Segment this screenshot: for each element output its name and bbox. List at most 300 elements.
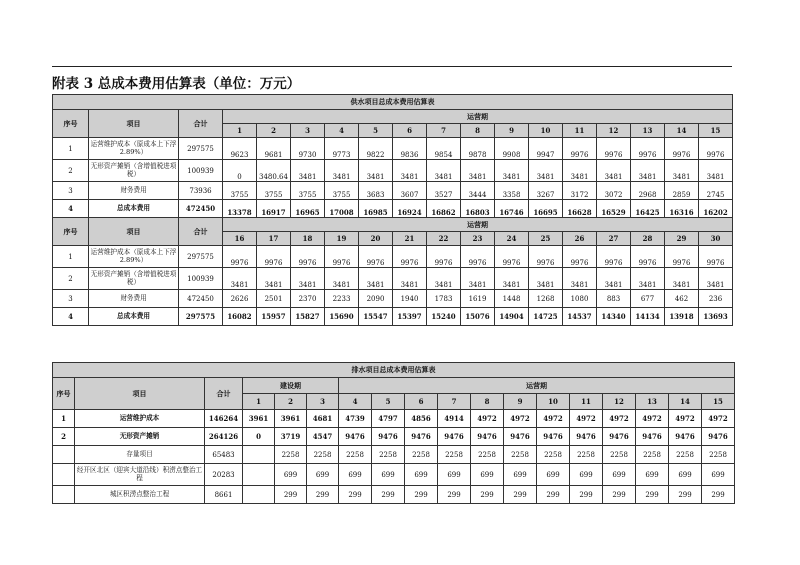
value-cell: 3481 [529,160,563,182]
value-cell: 2258 [504,446,537,464]
value-cell: 9976 [529,246,563,268]
value-cell: 4972 [702,410,735,428]
year-header-cell: 21 [393,232,427,246]
value-cell: 16695 [529,200,563,218]
year-header-cell: 25 [529,232,563,246]
value-cell: 3481 [665,160,699,182]
value-cell: 3481 [393,160,427,182]
row-seq: 2 [53,160,89,182]
value-cell: 15076 [461,308,495,326]
value-cell: 699 [537,464,570,486]
value-cell: 16202 [699,200,733,218]
table-row [53,308,733,326]
value-cell: 3172 [563,182,597,200]
value-cell: 16529 [597,200,631,218]
year-header-cell: 4 [325,124,359,138]
row-seq: 4 [53,200,89,218]
year-header-cell: 9 [504,394,537,410]
value-cell: 3961 [243,410,275,428]
row-label: 运营维护成本 [75,410,205,428]
row-seq [53,446,75,464]
header-operation-period: 运营期 [223,110,733,124]
value-cell: 9476 [372,428,405,446]
value-cell: 9976 [699,138,733,160]
value-cell: 3481 [359,160,393,182]
year-header-cell: 23 [461,232,495,246]
value-cell: 4797 [372,410,405,428]
year-header-cell: 16 [223,232,257,246]
value-cell: 2258 [603,446,636,464]
row-label: 城区积涝点整治工程 [75,486,205,504]
value-cell: 3481 [461,160,495,182]
table-row [53,290,733,308]
value-cell: 2233 [325,290,359,308]
value-cell: 3481 [359,268,393,290]
value-cell [243,446,275,464]
year-header-cell: 10 [537,394,570,410]
header-total: 合计 [179,110,223,138]
value-cell: 15397 [393,308,427,326]
row-label: 财务费用 [89,182,179,200]
value-cell: 16746 [495,200,529,218]
year-header-cell: 15 [702,394,735,410]
value-cell: 299 [372,486,405,504]
document-title: 附表 3 总成本费用估算表（单位：万元） [52,76,301,92]
year-header-cell: 13 [636,394,669,410]
value-cell: 699 [438,464,471,486]
year-header-cell: 1 [243,394,275,410]
year-header-cell: 12 [597,124,631,138]
row-seq: 1 [53,246,89,268]
year-header-cell: 30 [699,232,733,246]
value-cell: 462 [665,290,699,308]
value-cell: 9476 [570,428,603,446]
row-total: 65483 [205,446,243,464]
value-cell: 2968 [631,182,665,200]
value-cell: 3481 [427,160,461,182]
value-cell: 4681 [307,410,339,428]
value-cell: 699 [636,464,669,486]
header-total: 合计 [179,218,223,246]
value-cell: 3481 [699,268,733,290]
value-cell: 9976 [223,246,257,268]
row-label: 无形资产摊销（含增值税进项税） [89,268,179,290]
table-caption: 排水项目总成本费用估算表 [53,363,735,378]
value-cell: 4914 [438,410,471,428]
value-cell: 9822 [359,138,393,160]
value-cell: 2258 [339,446,372,464]
header-rule [52,66,732,67]
row-label: 经开区北区（迎宾大道沿线）积涝点整治工程 [75,464,205,486]
row-total: 297575 [179,246,223,268]
value-cell: 3481 [529,268,563,290]
value-cell: 2258 [275,446,307,464]
drainage-cost-table [52,362,735,504]
year-header-cell: 14 [665,124,699,138]
table-row [53,410,735,428]
value-cell: 3755 [257,182,291,200]
value-cell: 3481 [325,160,359,182]
value-cell: 299 [669,486,702,504]
value-cell: 3481 [597,160,631,182]
value-cell: 3480.64 [257,160,291,182]
value-cell: 16425 [631,200,665,218]
row-label: 无形资产摊销（含增值税进项税） [89,160,179,182]
year-header-cell: 8 [471,394,504,410]
row-total: 472450 [179,290,223,308]
value-cell: 3527 [427,182,461,200]
value-cell: 13378 [223,200,257,218]
value-cell: 4856 [405,410,438,428]
value-cell: 699 [339,464,372,486]
value-cell: 16985 [359,200,393,218]
value-cell: 3481 [393,268,427,290]
year-header-cell: 6 [393,124,427,138]
value-cell: 15827 [291,308,325,326]
value-cell: 9976 [665,138,699,160]
value-cell: 14904 [495,308,529,326]
year-header-cell: 6 [405,394,438,410]
year-header-cell: 9 [495,124,529,138]
value-cell: 699 [702,464,735,486]
value-cell: 3481 [325,268,359,290]
header-construction-period: 建设期 [243,378,339,394]
value-cell: 3481 [291,160,325,182]
row-label: 总成本费用 [89,200,179,218]
row-seq [53,486,75,504]
value-cell: 9976 [631,246,665,268]
value-cell: 9476 [702,428,735,446]
value-cell: 2745 [699,182,733,200]
value-cell: 9730 [291,138,325,160]
year-header-cell: 11 [570,394,603,410]
table-row [53,182,733,200]
value-cell: 699 [603,464,636,486]
value-cell: 699 [669,464,702,486]
value-cell: 2501 [257,290,291,308]
header-operation-period: 运营期 [223,218,733,232]
value-cell: 16862 [427,200,461,218]
value-cell: 2258 [702,446,735,464]
water-supply-cost-table [52,94,733,326]
value-cell: 1940 [393,290,427,308]
value-cell: 3961 [275,410,307,428]
table-row [53,268,733,290]
year-header-cell: 12 [603,394,636,410]
value-cell: 9476 [438,428,471,446]
year-header-cell: 18 [291,232,325,246]
value-cell: 1619 [461,290,495,308]
value-cell: 2258 [537,446,570,464]
value-cell: 15547 [359,308,393,326]
value-cell: 9908 [495,138,529,160]
value-cell: 3358 [495,182,529,200]
row-total: 146264 [205,410,243,428]
value-cell: 16082 [223,308,257,326]
value-cell: 299 [570,486,603,504]
header-seq: 序号 [53,110,89,138]
year-header-cell: 4 [339,394,372,410]
value-cell: 14340 [597,308,631,326]
value-cell: 3755 [223,182,257,200]
row-seq: 3 [53,290,89,308]
value-cell: 3481 [223,268,257,290]
value-cell: 9976 [631,138,665,160]
table-row [53,486,735,504]
value-cell: 16316 [665,200,699,218]
value-cell: 699 [372,464,405,486]
year-header-cell: 13 [631,124,665,138]
value-cell: 299 [307,486,339,504]
row-label: 运营维护成本（原成本上下浮 2.89%） [89,246,179,268]
value-cell: 9854 [427,138,461,160]
value-cell: 4547 [307,428,339,446]
value-cell: 9976 [665,246,699,268]
value-cell: 3755 [291,182,325,200]
row-seq: 4 [53,308,89,326]
row-label: 总成本费用 [89,308,179,326]
value-cell: 3719 [275,428,307,446]
value-cell: 9476 [405,428,438,446]
year-header-cell: 2 [275,394,307,410]
value-cell: 9476 [636,428,669,446]
row-total: 100939 [179,160,223,182]
table-row [53,138,733,160]
value-cell: 2258 [471,446,504,464]
year-header-cell: 1 [223,124,257,138]
value-cell: 9976 [393,246,427,268]
row-seq: 2 [53,428,75,446]
table-row [53,200,733,218]
year-header-cell: 22 [427,232,461,246]
value-cell: 9976 [563,246,597,268]
value-cell: 4972 [471,410,504,428]
value-cell: 4972 [537,410,570,428]
year-header-cell: 17 [257,232,291,246]
value-cell: 2258 [372,446,405,464]
value-cell: 16965 [291,200,325,218]
value-cell: 2090 [359,290,393,308]
value-cell: 3072 [597,182,631,200]
value-cell: 9976 [359,246,393,268]
value-cell: 3755 [325,182,359,200]
value-cell: 883 [597,290,631,308]
header-item: 项目 [89,218,179,246]
year-header-cell: 8 [461,124,495,138]
value-cell: 3481 [495,160,529,182]
row-total: 264126 [205,428,243,446]
row-label: 无形资产摊销 [75,428,205,446]
table-row [53,446,735,464]
value-cell: 9976 [461,246,495,268]
value-cell: 1080 [563,290,597,308]
value-cell: 14134 [631,308,665,326]
value-cell: 9976 [325,246,359,268]
value-cell: 299 [339,486,372,504]
year-header-cell: 14 [669,394,702,410]
value-cell: 2258 [636,446,669,464]
row-total: 297575 [179,308,223,326]
row-label: 存量项目 [75,446,205,464]
value-cell: 9976 [291,246,325,268]
year-header-cell: 3 [291,124,325,138]
value-cell: 299 [405,486,438,504]
value-cell: 16803 [461,200,495,218]
value-cell: 15240 [427,308,461,326]
header-item: 项目 [75,378,205,410]
year-header-cell: 5 [359,124,393,138]
value-cell: 9681 [257,138,291,160]
value-cell: 9623 [223,138,257,160]
value-cell: 9476 [537,428,570,446]
value-cell: 3481 [699,160,733,182]
year-header-cell: 24 [495,232,529,246]
value-cell: 13693 [699,308,733,326]
row-seq: 1 [53,138,89,160]
year-header-cell: 28 [631,232,665,246]
value-cell: 3481 [665,268,699,290]
value-cell: 9976 [495,246,529,268]
value-cell: 9836 [393,138,427,160]
value-cell: 4972 [603,410,636,428]
value-cell: 699 [570,464,603,486]
row-total: 472450 [179,200,223,218]
value-cell: 14725 [529,308,563,326]
value-cell: 3444 [461,182,495,200]
value-cell: 236 [699,290,733,308]
value-cell: 16924 [393,200,427,218]
value-cell: 9476 [471,428,504,446]
value-cell: 299 [471,486,504,504]
value-cell: 299 [636,486,669,504]
table-row [53,464,735,486]
year-header-cell: 15 [699,124,733,138]
value-cell [243,464,275,486]
value-cell: 2258 [405,446,438,464]
value-cell: 9976 [427,246,461,268]
value-cell: 2370 [291,290,325,308]
value-cell: 17008 [325,200,359,218]
row-total: 100939 [179,268,223,290]
value-cell: 9947 [529,138,563,160]
value-cell: 16628 [563,200,597,218]
table-row [53,428,735,446]
year-header-cell: 26 [563,232,597,246]
year-header-cell: 27 [597,232,631,246]
value-cell: 0 [223,160,257,182]
value-cell: 9976 [597,138,631,160]
year-header-cell: 5 [372,394,405,410]
value-cell: 2258 [438,446,471,464]
value-cell: 3267 [529,182,563,200]
row-label: 财务费用 [89,290,179,308]
value-cell: 299 [702,486,735,504]
year-header-cell: 7 [427,124,461,138]
value-cell: 9476 [504,428,537,446]
row-total: 20283 [205,464,243,486]
value-cell: 2859 [665,182,699,200]
value-cell: 3481 [257,268,291,290]
year-header-cell: 10 [529,124,563,138]
value-cell: 14537 [563,308,597,326]
value-cell: 9773 [325,138,359,160]
value-cell: 2258 [307,446,339,464]
year-header-cell: 11 [563,124,597,138]
row-seq: 3 [53,182,89,200]
value-cell: 699 [504,464,537,486]
year-header-cell: 20 [359,232,393,246]
value-cell: 3481 [631,268,665,290]
table-row [53,160,733,182]
value-cell: 9476 [339,428,372,446]
value-cell: 4972 [636,410,669,428]
value-cell: 0 [243,428,275,446]
value-cell: 9476 [603,428,636,446]
value-cell: 9976 [699,246,733,268]
header-operation-period: 运营期 [339,378,735,394]
header-seq: 序号 [53,378,75,410]
value-cell: 3481 [563,268,597,290]
table-caption: 供水项目总成本费用估算表 [53,95,733,110]
value-cell: 3481 [563,160,597,182]
value-cell: 299 [603,486,636,504]
year-header-cell: 19 [325,232,359,246]
value-cell: 2258 [669,446,702,464]
value-cell: 9476 [669,428,702,446]
value-cell: 699 [307,464,339,486]
value-cell: 9976 [597,246,631,268]
value-cell: 4972 [570,410,603,428]
value-cell: 9976 [563,138,597,160]
value-cell: 699 [275,464,307,486]
value-cell: 677 [631,290,665,308]
value-cell: 1783 [427,290,461,308]
header-total: 合计 [205,378,243,410]
value-cell [243,486,275,504]
value-cell: 1268 [529,290,563,308]
year-header-cell: 3 [307,394,339,410]
year-header-cell: 29 [665,232,699,246]
value-cell: 3683 [359,182,393,200]
row-seq: 2 [53,268,89,290]
value-cell: 299 [275,486,307,504]
value-cell: 15957 [257,308,291,326]
row-total: 297575 [179,138,223,160]
value-cell: 3481 [495,268,529,290]
header-seq: 序号 [53,218,89,246]
value-cell: 4972 [669,410,702,428]
value-cell: 3481 [597,268,631,290]
row-total: 8661 [205,486,243,504]
year-header-cell: 7 [438,394,471,410]
value-cell: 9976 [257,246,291,268]
value-cell: 13918 [665,308,699,326]
value-cell: 16917 [257,200,291,218]
value-cell: 3481 [427,268,461,290]
header-item: 项目 [89,110,179,138]
value-cell: 3481 [461,268,495,290]
value-cell: 15690 [325,308,359,326]
value-cell: 3481 [291,268,325,290]
value-cell: 699 [471,464,504,486]
table-row [53,246,733,268]
value-cell: 299 [504,486,537,504]
value-cell: 3481 [631,160,665,182]
value-cell: 299 [438,486,471,504]
value-cell: 4972 [504,410,537,428]
row-seq: 1 [53,410,75,428]
value-cell: 1448 [495,290,529,308]
